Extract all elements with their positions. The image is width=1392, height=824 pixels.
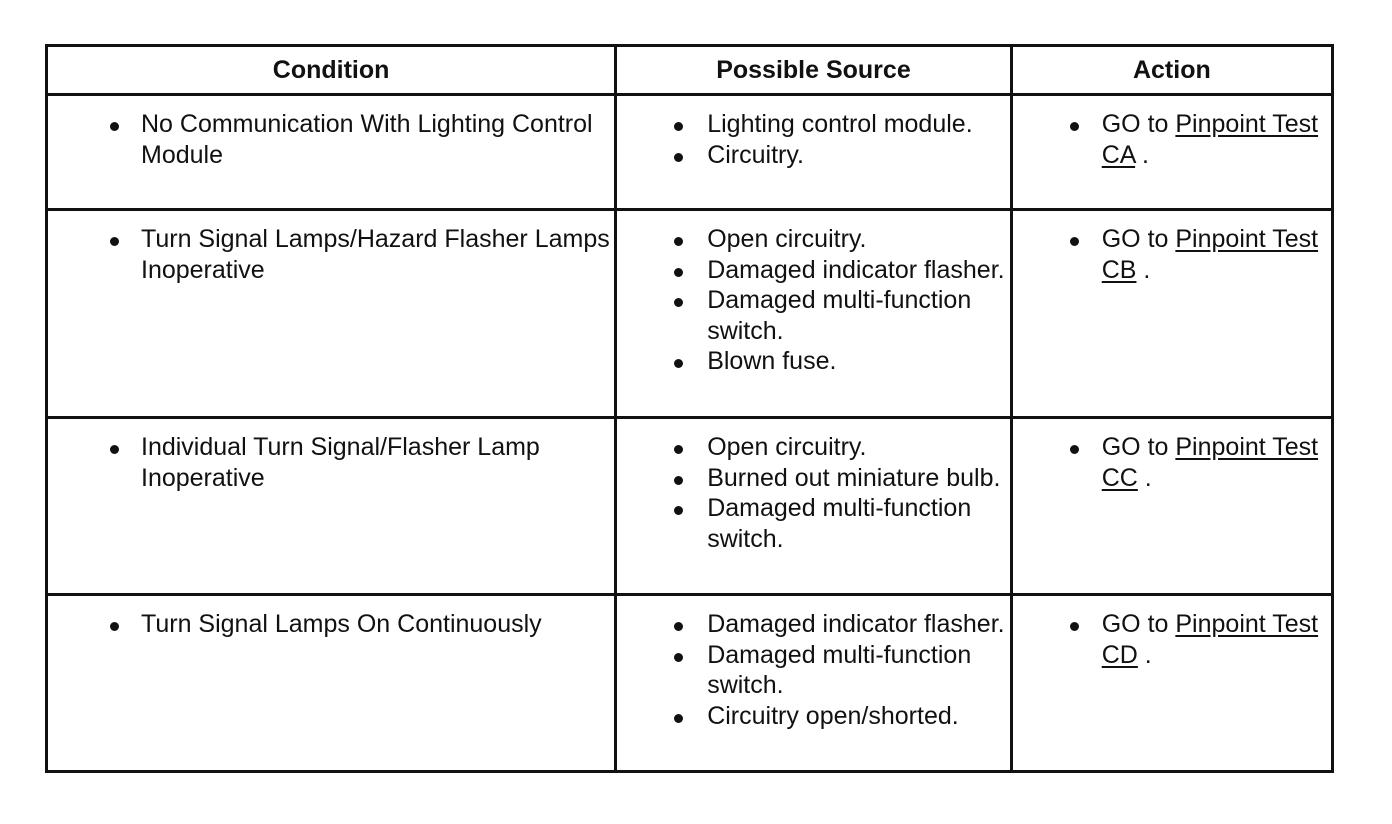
- pinpoint-test-cd-link[interactable]: Pinpoint Test CD: [1101, 610, 1319, 669]
- source-text: Damaged indicator flasher.: [707, 255, 1005, 284]
- table-row: [47, 595, 1333, 772]
- source-cell: [616, 595, 1012, 772]
- condition-text: Individual Turn Signal/Flasher Lamp Inoperative: [141, 433, 540, 492]
- header-row: [47, 46, 1333, 95]
- pinpoint-test-cc-link[interactable]: Pinpoint Test CC: [1101, 433, 1319, 492]
- condition-cell: [47, 95, 616, 210]
- condition-cell: [47, 210, 616, 418]
- action-suffix: .: [1144, 640, 1152, 669]
- condition-text: Turn Signal Lamps On Continuously: [141, 610, 542, 638]
- source-item: [707, 701, 1006, 732]
- bullet-icon: [674, 237, 683, 246]
- source-item: [707, 140, 1006, 171]
- source-item: [707, 255, 1006, 286]
- bullet-icon: [1070, 622, 1079, 631]
- action-prefix: GO to: [1101, 433, 1169, 461]
- bullet-icon: [1070, 122, 1079, 131]
- diagnosis-table: [45, 44, 1334, 773]
- bullet-icon: [110, 445, 119, 454]
- action-item: [1102, 432, 1327, 493]
- condition-cell: [47, 418, 616, 595]
- bullet-icon: [674, 506, 683, 515]
- pinpoint-test-ca-link[interactable]: Pinpoint Test CA: [1101, 110, 1319, 169]
- bullet-icon: [674, 653, 683, 662]
- header-condition: Condition: [47, 46, 616, 95]
- condition-text: No Communication With Lighting Control Module: [141, 110, 593, 169]
- condition-cell: [47, 595, 616, 772]
- bullet-icon: [674, 445, 683, 454]
- source-cell: [616, 418, 1012, 595]
- source-text: Damaged multi-function switch.: [707, 286, 972, 345]
- action-item: [1102, 609, 1327, 670]
- table-row: [47, 210, 1333, 418]
- action-prefix: GO to: [1101, 225, 1169, 253]
- source-text: Circuitry.: [707, 140, 804, 169]
- source-item: [707, 432, 1006, 463]
- action-cell: [1011, 210, 1332, 418]
- condition-item: [141, 109, 610, 170]
- source-cell: [616, 210, 1012, 418]
- action-item: [1102, 109, 1327, 170]
- source-item: [707, 640, 1006, 701]
- condition-item: [141, 609, 610, 640]
- action-item: [1102, 224, 1327, 285]
- bullet-icon: [674, 714, 683, 723]
- source-text: Open circuitry.: [707, 225, 867, 253]
- bullet-icon: [674, 298, 683, 307]
- table-row: [47, 418, 1333, 595]
- bullet-icon: [674, 153, 683, 162]
- source-text: Lighting control module.: [707, 110, 973, 138]
- bullet-icon: [674, 268, 683, 277]
- bullet-icon: [674, 476, 683, 485]
- source-item: [707, 463, 1006, 494]
- source-text: Circuitry open/shorted.: [707, 701, 959, 730]
- source-text: Open circuitry.: [707, 433, 867, 461]
- source-text: Burned out miniature bulb.: [707, 463, 1001, 492]
- header-action: Action: [1011, 46, 1332, 95]
- bullet-icon: [110, 237, 119, 246]
- source-item: [707, 609, 1006, 640]
- header-possible-source: Possible Source: [616, 46, 1012, 95]
- table-row: [47, 95, 1333, 210]
- source-text: Damaged multi-function switch.: [707, 640, 972, 699]
- action-cell: [1011, 595, 1332, 772]
- source-item: [707, 346, 1006, 377]
- source-cell: [616, 95, 1012, 210]
- action-cell: [1011, 95, 1332, 210]
- bullet-icon: [1070, 237, 1079, 246]
- source-text: Blown fuse.: [707, 347, 837, 375]
- source-item: [707, 285, 1006, 346]
- source-text: Damaged multi-function switch.: [707, 494, 972, 553]
- bullet-icon: [674, 622, 683, 631]
- action-cell: [1011, 418, 1332, 595]
- source-item: [707, 224, 1006, 255]
- bullet-icon: [674, 122, 683, 131]
- condition-item: [141, 224, 610, 285]
- bullet-icon: [674, 359, 683, 368]
- action-suffix: .: [1143, 255, 1151, 284]
- action-suffix: .: [1142, 140, 1149, 169]
- bullet-icon: [110, 122, 119, 131]
- action-prefix: GO to: [1101, 110, 1169, 138]
- condition-item: [141, 432, 610, 493]
- source-item: [707, 493, 1006, 554]
- action-prefix: GO to: [1101, 610, 1169, 638]
- source-item: [707, 109, 1006, 140]
- pinpoint-test-cb-link[interactable]: Pinpoint Test CB: [1101, 225, 1319, 284]
- action-suffix: .: [1144, 463, 1152, 492]
- bullet-icon: [1070, 445, 1079, 454]
- condition-text: Turn Signal Lamps/Hazard Flasher Lamps Inoperative: [141, 225, 610, 284]
- source-text: Damaged indicator flasher.: [707, 610, 1005, 638]
- bullet-icon: [110, 622, 119, 631]
